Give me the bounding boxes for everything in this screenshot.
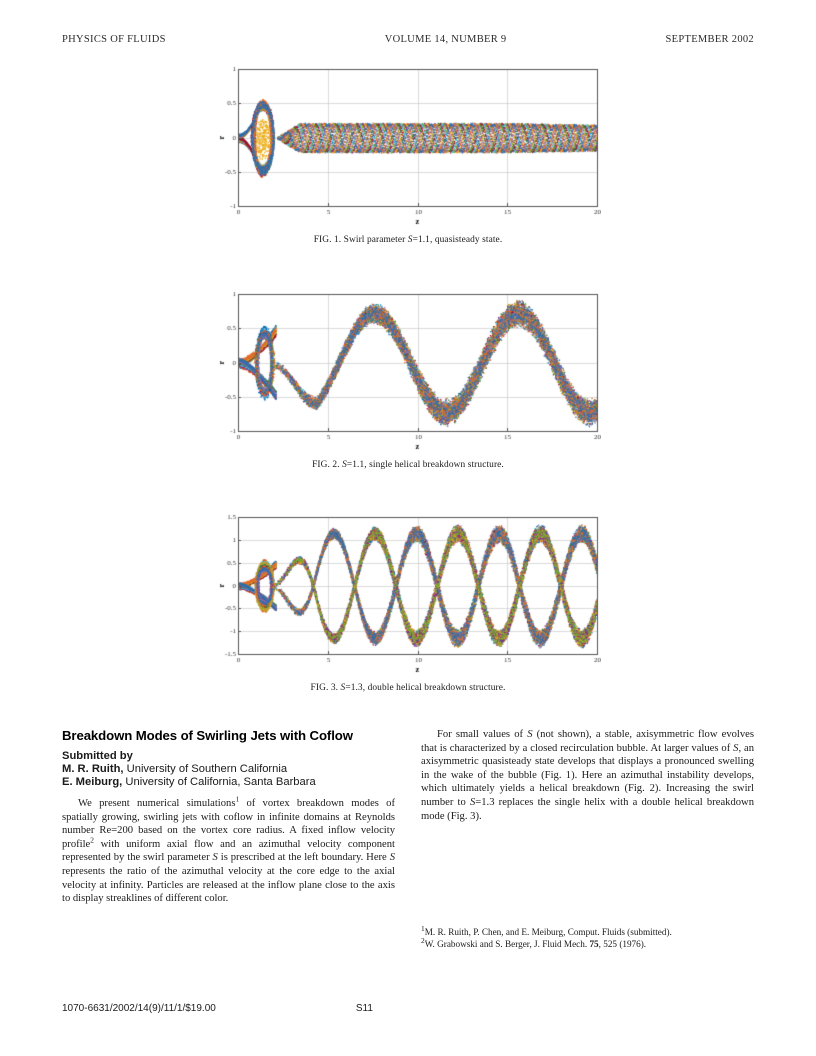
footnote-2 — [421, 935, 754, 950]
footnote-2-marker: 2 — [421, 935, 425, 945]
footnote-1 — [421, 923, 754, 938]
figure-1-plot-area — [216, 62, 601, 232]
author-1 — [62, 763, 395, 775]
figure-2-canvas — [216, 287, 601, 457]
footnote-2-text: W. Grabowski and S. Berger, J. Fluid Mech. 75, 525 (1976). — [424, 939, 647, 949]
figure-3-plot-area — [216, 510, 601, 680]
author-2-name: E. Meiburg, — [62, 776, 123, 788]
figure-1-caption-suffix: =1.1, quasisteady state. — [412, 235, 503, 245]
figure-2-caption-prefix: FIG. 2. — [312, 460, 343, 470]
running-head — [62, 34, 754, 45]
right-column-paragraph: For small values of S (not shown), a stable, axisymmetric flow evolves that is characterized by a closed recirculation bubble. At larger values of S, an axisymmetric quasisteady state develops that displays a pronounced swelling in the wake of the bubble (Fig. 1). Here an azimuthal instability develops, which ultimately yields a helical breakdown (Fig. 2). Increasing the swirl number to S=1.3 replaces the single helix with a double helical breakdown mode (Fig. 3). — [421, 729, 754, 822]
copyright-line: 1070-6631/2002/14(9)/11/1/$19.00 — [62, 1003, 216, 1014]
author-1-affiliation: University of Southern California — [123, 763, 288, 775]
left-column-paragraph: We present numerical simulations$^1$ of vortex breakdown modes of spatially growing, swirling jets with coflow in infinite domains at Reynolds number Re=200 based on the vortex core radius. A fixed inflow velocity profile$^2$ with uniform axial flow and an azimuthal velocity component represented by the swirl parameter S is prescribed at the left boundary. Here S represents the ratio of the azimuthal velocity at the core edge to the axial velocity at infinity. Particles are released at the inflow plane close to the axis to display streaklines of different color. — [62, 794, 395, 905]
author-2 — [62, 776, 395, 788]
page-footer — [62, 1003, 754, 1014]
figure-2-plot-area — [216, 287, 601, 457]
figure-3-canvas — [216, 510, 601, 680]
two-column-layout — [62, 728, 754, 906]
footnote-1-marker: 1 — [421, 923, 425, 933]
figure-2-caption-symbol: S — [342, 460, 347, 470]
article-body — [62, 728, 754, 906]
volume-issue: VOLUME 14, NUMBER 9 — [384, 34, 507, 45]
right-column — [421, 728, 754, 906]
figure-1 — [0, 62, 816, 245]
figure-1-caption-prefix: FIG. 1. Swirl parameter — [313, 235, 408, 245]
figure-3-caption — [0, 683, 816, 693]
journal-name: PHYSICS OF FLUIDS — [62, 34, 166, 45]
issue-date: SEPTEMBER 2002 — [665, 34, 754, 45]
footnote-1-text: M. R. Ruith, P. Chen, and E. Meiburg, Comput. Fluids (submitted). — [424, 927, 672, 937]
figure-3-caption-prefix: FIG. 3. — [310, 683, 341, 693]
author-2-affiliation: University of California, Santa Barbara — [122, 776, 316, 788]
footnotes — [421, 923, 754, 950]
author-1-name: M. R. Ruith, — [62, 763, 124, 775]
figure-2 — [0, 287, 816, 470]
figure-3-caption-symbol: S — [340, 683, 346, 693]
submitted-by-label: Submitted by — [62, 750, 133, 762]
page-number: S11 — [355, 1003, 373, 1014]
figure-2-caption — [0, 460, 816, 470]
figure-2-caption-suffix: =1.1, single helical breakdown structure. — [346, 460, 504, 470]
figure-3-caption-suffix: =1.3, double helical breakdown structure. — [345, 683, 506, 693]
figure-3 — [0, 510, 816, 693]
figure-1-canvas — [216, 62, 601, 232]
left-column — [62, 728, 395, 906]
article-title: Breakdown Modes of Swirling Jets with Coflow — [62, 728, 353, 743]
figure-1-caption-symbol: S — [407, 235, 413, 245]
figure-1-caption — [0, 235, 816, 245]
